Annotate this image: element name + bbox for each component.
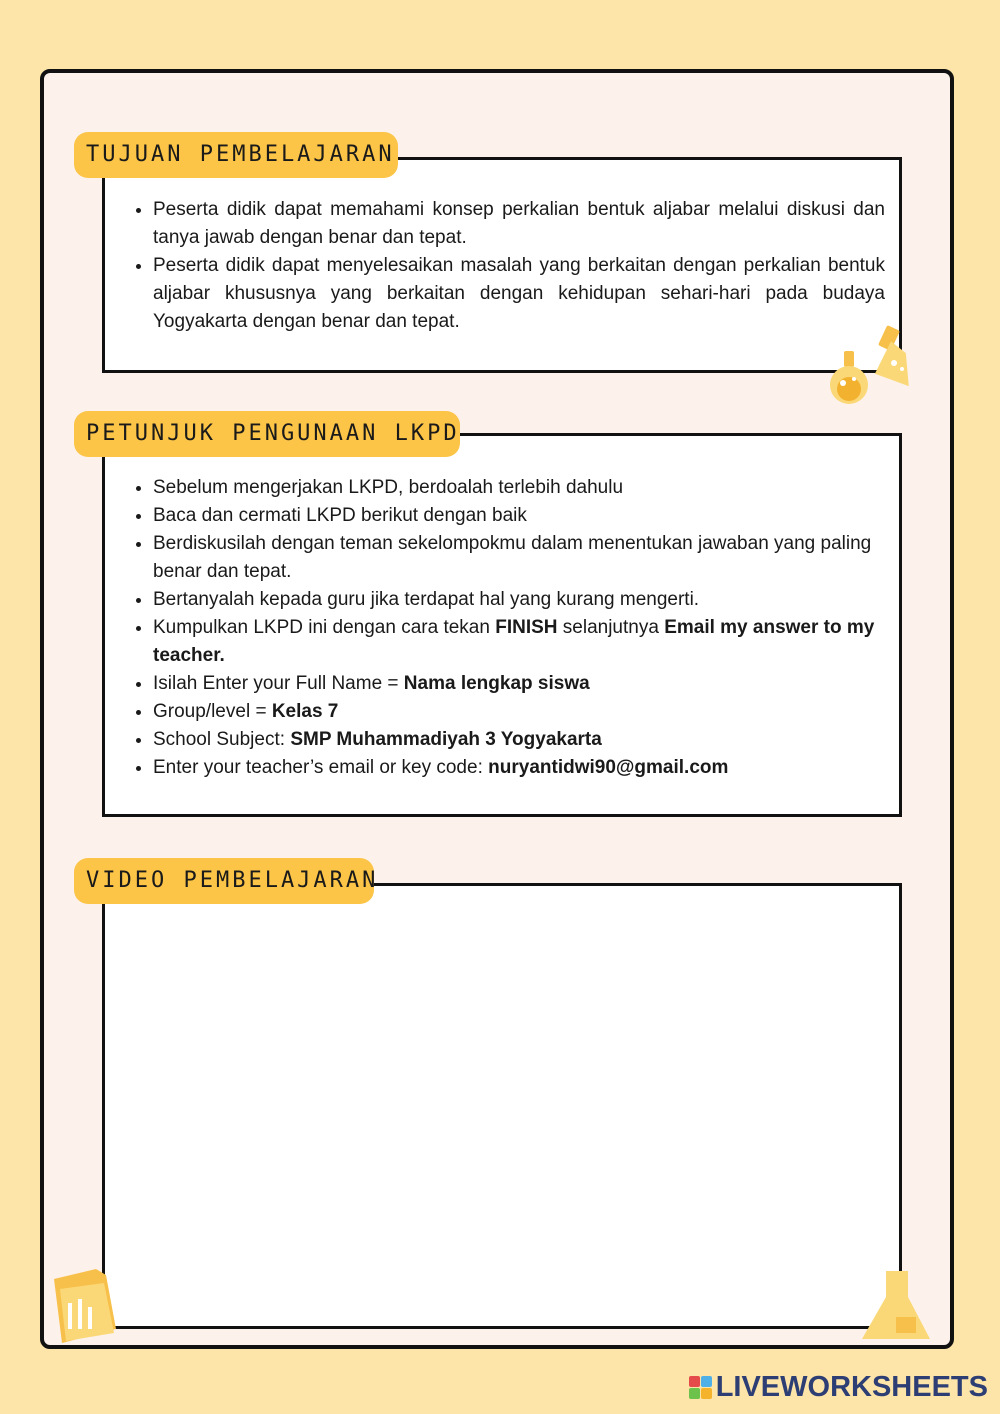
beaker-icon <box>856 1267 936 1347</box>
section-title-tujuan: TUJUAN PEMBELAJARAN <box>74 132 398 178</box>
list-item: • Sebelum mengerjakan LKPD, berdoalah terlebih dahulu <box>153 474 885 502</box>
list-item: • Bertanyalah kepada guru jika terdapat hal yang kurang mengerti. <box>153 586 885 614</box>
brand-name: LIVEWORKSHEETS <box>715 1371 988 1403</box>
liveworksheets-logo-icon <box>689 1376 712 1399</box>
petunjuk-list <box>105 436 899 782</box>
list-item: • Group/level = Kelas 7 <box>153 698 885 726</box>
worksheet-page <box>40 69 954 1349</box>
folder-icon <box>46 1259 132 1345</box>
tujuan-list <box>105 160 899 336</box>
tujuan-box <box>102 157 902 373</box>
flask-icon <box>824 323 924 423</box>
list-item: • Isilah Enter your Full Name = Nama lengkap siswa <box>153 670 885 698</box>
section-title-petunjuk: PETUNJUK PENGUNAAN LKPD <box>74 411 460 457</box>
liveworksheets-brand <box>689 1371 988 1404</box>
video-box[interactable] <box>102 883 902 1329</box>
list-item: • Kumpulkan LKPD ini dengan cara tekan FINISH selanjutnya Email my answer to my teacher. <box>153 614 885 670</box>
list-item: • Peserta didik dapat menyelesaikan masalah yang berkaitan dengan perkalian bentuk aljabar khususnya yang berkaitan dengan kehidupan sehari-hari pada budaya Yogyakarta dengan benar dan tepat. <box>153 252 885 336</box>
list-item: • Baca dan cermati LKPD berikut dengan baik <box>153 502 885 530</box>
petunjuk-box <box>102 433 902 817</box>
list-item: • Enter your teacher’s email or key code: nuryantidwi90@gmail.com <box>153 754 885 782</box>
list-item: • Peserta didik dapat memahami konsep perkalian bentuk aljabar melalui diskusi dan tanya jawab dengan benar dan tepat. <box>153 196 885 252</box>
section-title-video: VIDEO PEMBELAJARAN <box>74 858 374 904</box>
list-item: • School Subject: SMP Muhammadiyah 3 Yogyakarta <box>153 726 885 754</box>
list-item: • Berdiskusilah dengan teman sekelompokmu dalam menentukan jawaban yang paling benar dan tepat. <box>153 530 885 586</box>
